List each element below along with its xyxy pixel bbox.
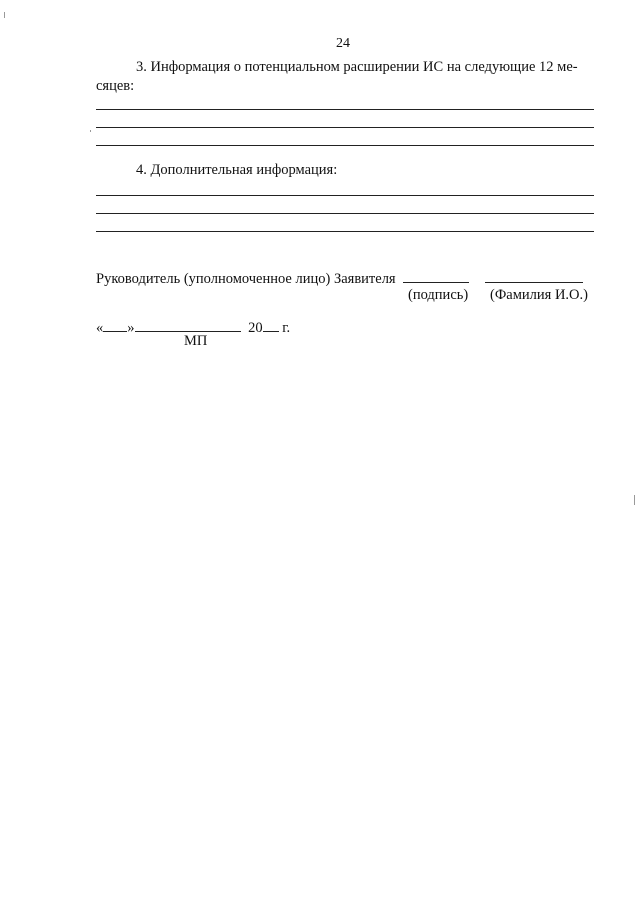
stamp-mark: МП [184,333,208,349]
name-caption: (Фамилия И.О.) [490,287,588,303]
section-4-answer-line-1[interactable] [96,195,594,196]
day-blank[interactable] [103,317,127,332]
section-3-text [96,58,594,96]
scan-speck [90,130,91,132]
section-4-answer-line-3[interactable] [96,231,594,232]
scan-speck [4,12,5,18]
signature-blank[interactable] [403,268,469,283]
section-4-text [96,161,594,180]
date-close-quote: » [127,320,135,336]
date-open-quote: « [96,320,104,336]
full-name-blank[interactable] [485,268,583,283]
month-blank[interactable] [135,317,241,332]
scan-speck [634,495,635,505]
section-4-answer-line-2[interactable] [96,213,594,214]
signature-label: Руководитель (уполномоченное лицо) Заявителя [96,271,396,287]
year-blank[interactable] [263,317,279,332]
year-suffix: г. [278,320,291,336]
signature-row [96,268,583,288]
section-3-answer-line-1[interactable] [96,109,594,110]
section-3-line-1: 3. Информация о потенциальном расширении ИС на следующие 12 ме- [136,59,578,75]
section-3-answer-line-2[interactable] [96,127,594,128]
section-4-label: 4. Дополнительная информация: [136,162,338,178]
page-number: 24 [336,36,350,51]
section-3-answer-line-3[interactable] [96,145,594,146]
year-prefix: 20 [248,320,263,336]
signature-caption: (подпись) [408,287,469,303]
section-3-line-2: сяцев: [96,78,135,94]
